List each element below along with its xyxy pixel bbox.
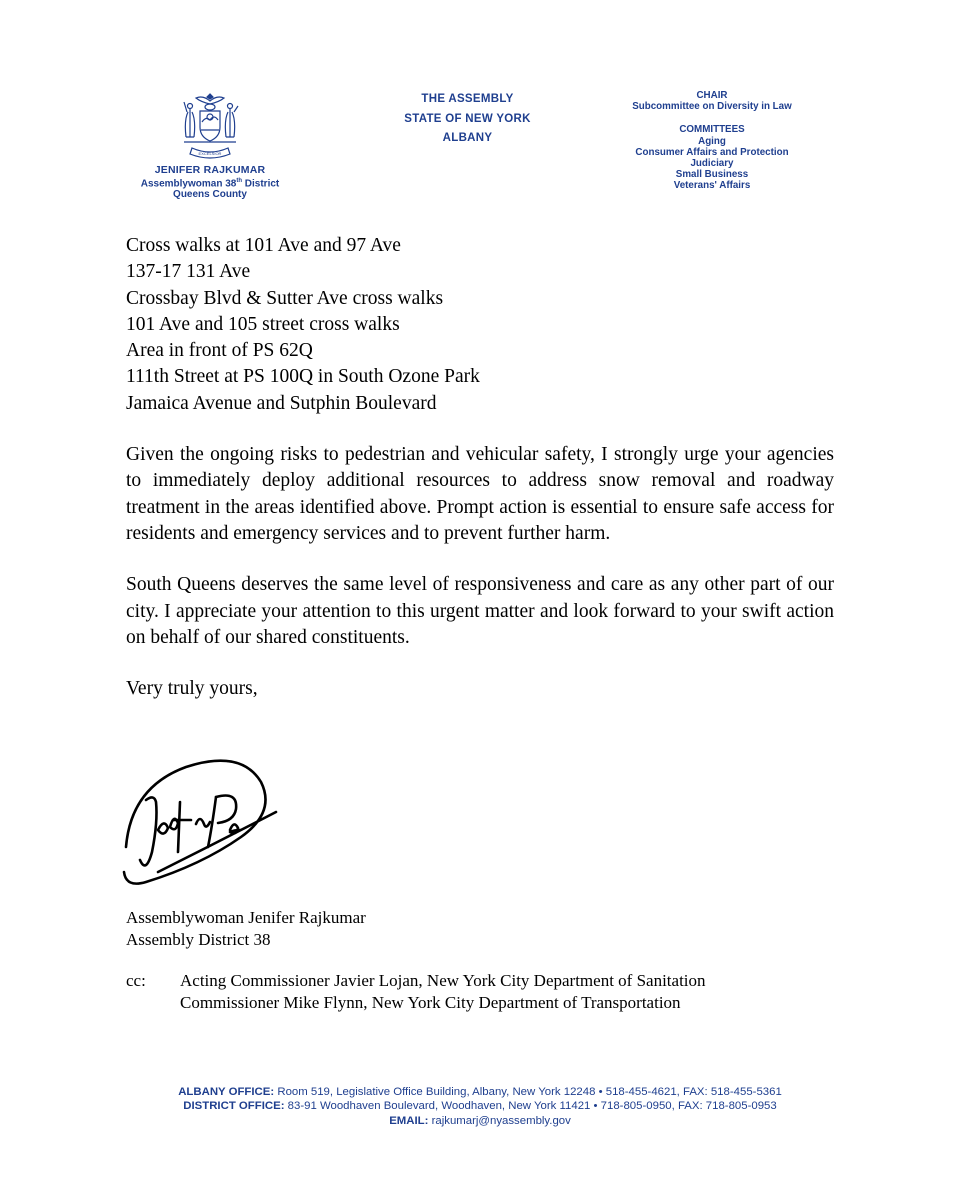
location-list — [126, 233, 834, 417]
albany-office-text: Room 519, Legislative Office Building, Albany, New York 12248 • 518-455-4621, FAX: 518-455-5361 — [274, 1086, 782, 1098]
committee-item: Small Business — [675, 169, 749, 181]
location-item: Crossbay Blvd & Sutter Ave cross walks — [126, 287, 444, 309]
member-title — [130, 176, 290, 189]
state-line: STATE OF NEW YORK — [404, 112, 531, 125]
letterhead-right — [622, 90, 802, 192]
signer-district: Assembly District 38 — [126, 929, 271, 949]
location-item: Area in front of PS 62Q — [126, 340, 313, 362]
location-item: 111th Street at PS 100Q in South Ozone Park — [126, 366, 480, 388]
email-label: EMAIL: — [389, 1114, 429, 1127]
letter-body — [126, 233, 834, 702]
paragraph: Given the ongoing risks to pedestrian and vehicular safety, I strongly urge your agencies to immediately deploy additional resources to address snow removal and roadway treatment in the areas identified above. Prompt action is essential to ensure safe access for residents and emergency services and to prevent further harm. — [126, 444, 834, 544]
district-office-text: 83-91 Woodhaven Boulevard, Woodhaven, New York 11421 • 718-805-0950, FAX: 718-805-0953 — [284, 1100, 777, 1113]
location-item: Jamaica Avenue and Sutphin Boulevard — [126, 392, 437, 414]
committee-item: Consumer Affairs and Protection — [635, 146, 789, 158]
seal-inscription: EXCELSIOR — [198, 151, 222, 156]
closing: Very truly yours, — [126, 678, 258, 700]
district-office-line — [100, 1099, 860, 1113]
member-name: JENIFER RAJKUMAR — [154, 164, 266, 176]
albany-office-label: ALBANY OFFICE: — [178, 1086, 275, 1098]
assembly-line: THE ASSEMBLY — [421, 93, 514, 105]
location-item: 137-17 131 Ave — [126, 261, 251, 283]
email-line — [100, 1114, 860, 1128]
location-item: 101 Ave and 105 street cross walks — [126, 313, 400, 335]
chair-subcommittee: Subcommittee on Diversity in Law — [632, 101, 792, 113]
city-line: ALBANY — [442, 132, 493, 144]
member-title-prefix: Assemblywoman 38 — [140, 178, 237, 190]
signature-block — [126, 907, 366, 950]
handwritten-signature-icon — [118, 752, 278, 887]
paragraph: South Queens deserves the same level of responsiveness and care as any other part of our city. I appreciate your attention to this urgent matter and look forward to your swift action on behalf of our shared constituents. — [126, 574, 834, 648]
cc-recipient: Acting Commissioner Javier Lojan, New York City Department of Sanitation — [180, 971, 706, 990]
signer-name: Assemblywoman Jenifer Rajkumar — [126, 908, 366, 927]
committee-item: Aging — [698, 135, 726, 147]
district-office-label: DISTRICT OFFICE: — [183, 1100, 285, 1113]
letterhead-left — [130, 90, 290, 200]
committee-item: Judiciary — [690, 158, 734, 170]
cc-recipients — [180, 970, 706, 1014]
email-text: rajkumarj@nyassembly.gov — [428, 1114, 571, 1127]
committee-item: Veterans' Affairs — [673, 180, 751, 192]
new-york-state-seal-icon — [176, 90, 244, 162]
member-county: Queens County — [173, 189, 247, 201]
letterhead-center — [380, 90, 555, 149]
cc-label: cc: — [126, 971, 146, 990]
member-title-suffix: District — [242, 178, 280, 190]
committees-heading: COMMITTEES — [679, 124, 745, 136]
letterhead-footer — [100, 1085, 860, 1128]
location-item: Cross walks at 101 Ave and 97 Ave — [126, 235, 401, 256]
albany-office-line — [100, 1085, 860, 1099]
member-title-sup: th — [236, 178, 243, 184]
chair-heading: CHAIR — [696, 90, 728, 101]
cc-recipient: Commissioner Mike Flynn, New York City Department of Transportation — [180, 993, 681, 1012]
